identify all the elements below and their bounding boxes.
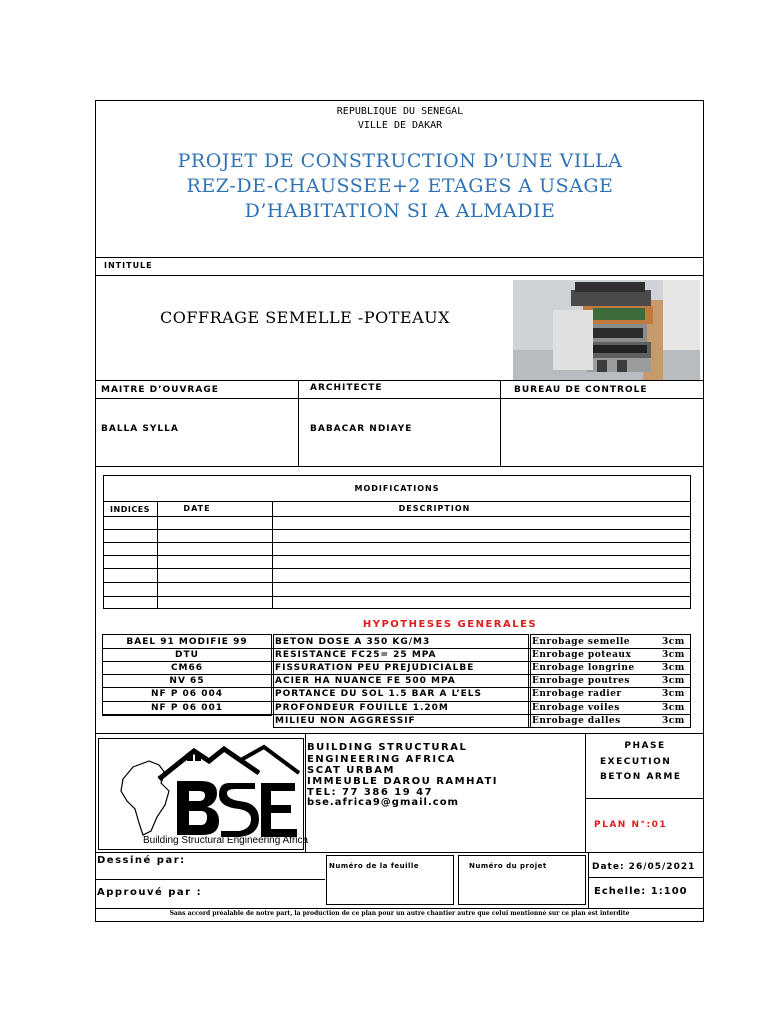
country-label: REPUBLIQUE DU SENEGAL [336,106,464,117]
modifications-title: MODIFICATIONS [354,484,440,493]
divider [95,380,704,381]
divider [588,877,704,878]
company-email: bse.africa9@gmail.com [307,797,459,808]
divider [95,733,704,734]
hyp-valeur: 3cm [662,689,685,700]
hyp-beton: MILIEU NON AGGRESSIF [275,715,416,726]
hyp-enrobage: Enrobage longrine [532,663,635,674]
divider [585,798,704,799]
company-name-1: BUILDING STRUCTURAL [307,742,468,753]
divider [305,733,306,852]
building-render-image [513,280,700,380]
hyp-row-divider [273,727,691,728]
hyp-enrobage: Enrobage radier [532,689,622,700]
divider [95,908,704,909]
divider [298,380,299,466]
hyp-beton: PROFONDEUR FOUILLE 1.20M [275,702,449,713]
phase-line2: BETON ARME [600,772,682,782]
phase-label: PHASE [624,741,666,751]
hyp-enrobage: Enrobage poutres [532,676,630,687]
hyp-valeur: 3cm [662,637,685,647]
hyp-valeur: 3cm [662,702,685,713]
hyp-enrobage: Enrobage poteaux [532,650,632,661]
divider [95,275,704,276]
disclaimer: Sans accord préalable de notre part, la production de ce plan pour un autre chantier autre que celui mentionné sur ce plan est interdite [169,910,630,917]
hyp-beton: FISSURATION PEU PREJUDICIALBE [275,663,475,674]
divider [103,542,691,543]
divider [588,852,589,908]
divider [272,501,273,609]
hyp-norm: NV 65 [169,676,205,687]
divider [103,516,691,517]
logo-caption: Building Structural Engineering Africa [143,835,309,846]
hyp-norm: NF P 06 001 [151,702,223,713]
divider [103,568,691,569]
hyp-valeur: 3cm [662,650,685,661]
divider [103,529,691,530]
hyp-beton: RESISTANCE FC25= 25 MPA [275,650,437,661]
maitre-value: BALLA SYLLA [101,424,179,434]
hyp-valeur: 3cm [662,663,685,674]
hyp-beton: BETON DOSE A 350 KG/M3 [275,637,431,647]
divider [103,582,691,583]
maitre-label: MAITRE D’OUVRAGE [101,385,219,395]
architecte-value: BABACAR NDIAYE [310,424,413,434]
col-description: DESCRIPTION [398,504,471,513]
col-indices: INDICES [110,505,150,514]
city-label: VILLE DE DAKAR [357,120,443,131]
col-date: DATE [183,504,211,513]
company-tel: TEL: 77 386 19 47 [307,787,434,798]
echelle-label: Echelle: 1:100 [594,886,688,897]
divider [500,380,501,466]
company-address-1: SCAT URBAM [307,765,395,776]
bse-logo [98,738,309,850]
architecte-label: ARCHITECTE [310,383,383,393]
hyp-norm: DTU [175,650,199,661]
hyp-enrobage: Enrobage semelle [532,637,631,647]
divider [103,596,691,597]
divider [95,466,704,467]
project-title-line3: D’HABITATION SI A ALMADIE [244,200,556,222]
hyp-valeur: 3cm [662,676,685,687]
hyp-norm: BAEL 91 MODIFIE 99 [126,637,248,647]
divider [95,257,704,258]
bureau-label: BUREAU DE CONTROLE [514,385,648,395]
numero-feuille-label: Numéro de la feuille [329,862,420,870]
divider [95,852,704,853]
intitule-label: INTITULE [104,261,153,270]
drawing-title: COFFRAGE SEMELLE -POTEAUX [160,308,450,327]
hyp-beton: PORTANCE DU SOL 1.5 BAR A L’ELS [275,689,483,700]
divider [157,501,158,609]
project-title-line1: PROJET DE CONSTRUCTION D’UNE VILLA [177,150,623,172]
numero-projet-label: Numéro du projet [469,862,547,870]
dessine-par: Dessiné par: [97,855,186,866]
hyp-norm: NF P 06 004 [151,689,223,700]
hyp-enrobage: Enrobage dalles [532,715,621,726]
phase-line1: EXECUTION [600,757,672,767]
hyp-valeur: 3cm [662,715,685,726]
divider [95,398,704,399]
company-name-2: ENGINEERING AFRICA [307,754,456,765]
divider [103,501,691,502]
hyp-beton: ACIER HA NUANCE FE 500 MPA [275,676,456,687]
plan-number: PLAN N°:01 [594,820,668,830]
hyp-enrobage: Enrobage voiles [532,702,620,713]
hypotheses-title: HYPOTHESES GENERALES [362,619,538,630]
project-title-line2: REZ-DE-CHAUSSEE+2 ETAGES A USAGE [186,175,614,197]
company-address-2: IMMEUBLE DAROU RAMHATI [307,776,498,787]
divider [95,879,325,880]
date-label: Date: 26/05/2021 [592,862,696,872]
divider [103,555,691,556]
approuve-par: Approuvé par : [97,887,203,898]
hyp-norm: CM66 [170,663,204,674]
